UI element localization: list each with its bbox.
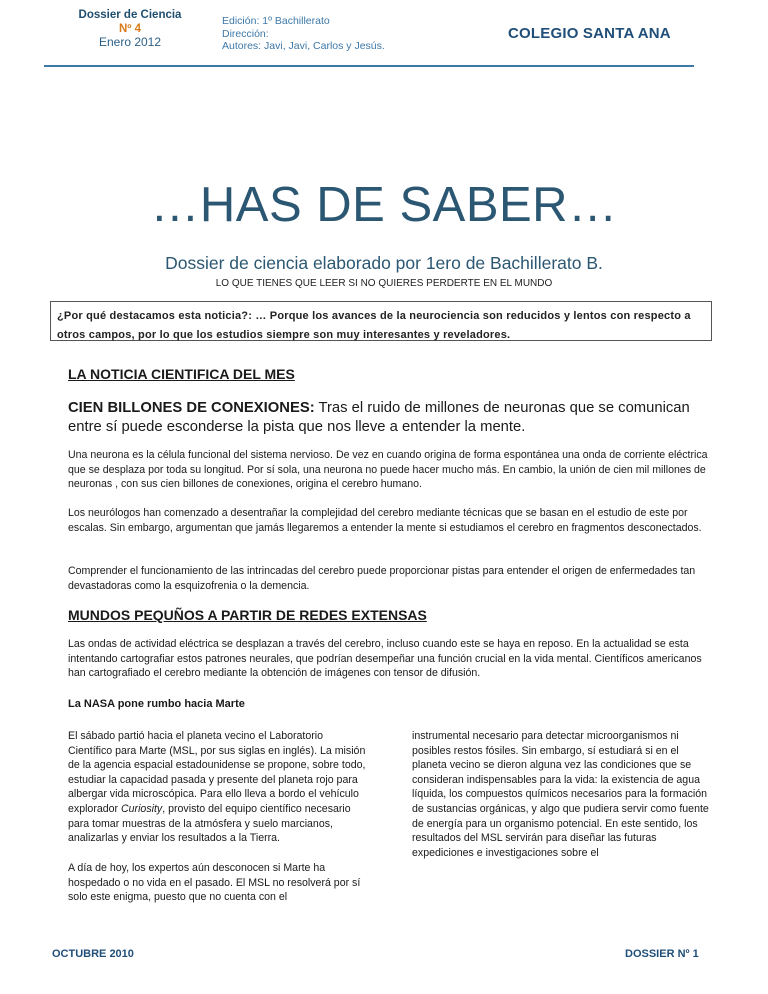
issue-number: Nº 4 xyxy=(118,22,142,35)
dossier-label: Dossier de Ciencia xyxy=(78,9,182,21)
column-left-p1 xyxy=(68,729,368,846)
lead-paragraph xyxy=(68,399,718,437)
authors-line: Autores: Javi, Javi, Carlos y Jesús. xyxy=(222,40,385,52)
issue-date: Enero 2012 xyxy=(98,35,162,49)
footer-date: OCTUBRE 2010 xyxy=(52,948,134,960)
header-divider xyxy=(44,65,694,67)
direction-line: Dirección: xyxy=(222,27,269,40)
paragraph-4: Las ondas de actividad eléctrica se desplazan a través del cerebro, incluso cuando este se haya en reposo. En la actualidad se esta intentando cartografiar estos patrones neurales, que podrían desempeñar una función crucial en la vida mental. Científicos americanos han cartografiado el cerebro mediante la obtención de imágenes con tensor de difusión. xyxy=(68,638,702,680)
header-issue-block xyxy=(62,9,198,50)
paragraph-1: Una neurona es la célula funcional del sistema nervioso. De vez en cuando origina de forma espontánea una onda de corriente eléctrica que se desplaza por toda su longitud. Por sí sola, una neurona no puede hacer mucho más. En cambio, la unión de cien mil millones de neuronas , con sus cien billones de conexiones, origina el cerebro humano. xyxy=(68,449,708,491)
lead-text: Tras el ruido de millones de neuronas que se comunican entre sí puede esconderse la pista que nos lleve a entender la mente. xyxy=(68,400,690,435)
paragraph-2: Los neurólogos han comenzado a desentrañar la complejidad del cerebro mediante técnicas que se basan en el estudio de este por escalas. Sin embargo, argumentan que jamás llegaremos a entender la mente si estudiamos el cerebro en fragmentos desconectados. xyxy=(68,507,702,534)
col1-text-a: El sábado partió hacia el planeta vecino el Laboratorio Científico para Marte (MSL, por sus siglas en inglés). La misión de la agencia espacial estadounidense se propone, sobre todo, estudiar la capacidad pasada y presente del planeta rojo para albergar vida microscópica. Para ello lleva a bordo el vehículo explorador xyxy=(68,730,366,815)
col1-text-b: , provisto del equipo científico necesario para tomar muestras de la atmósfera y suelo marcianos, analizarlas y enviar los resultados a la Tierra. xyxy=(68,802,351,845)
header-credits xyxy=(222,15,385,53)
column-left-p2: A día de hoy, los expertos aún desconocen si Marte ha hospedado o no vida en el pasado. El MSL no resolverá por sí solo este enigma, puesto que no cuenta con el xyxy=(68,862,361,904)
school-name: COLEGIO SANTA ANA xyxy=(508,25,671,42)
col1-italic: Curiosity xyxy=(121,802,163,815)
edition-line: Edición: 1º Bachillerato xyxy=(222,15,330,27)
lead-bold: CIEN BILLONES DE CONEXIONES: xyxy=(68,400,315,416)
section-heading-worlds: MUNDOS PEQUÑOS A PARTIR DE REDES EXTENSAS xyxy=(68,607,427,623)
article-subheading: La NASA pone rumbo hacia Marte xyxy=(68,698,245,710)
section-heading-news: LA NOTICIA CIENTIFICA DEL MES xyxy=(68,366,295,382)
paragraph-3: Comprender el funcionamiento de las intrincadas del cerebro puede proporcionar pistas para entender el origen de enfermedades tan devastadoras como la esquizofrenia o la demencia. xyxy=(68,565,696,592)
column-right-p1: instrumental necesario para detectar microorganismos ni posibles restos fósiles. Sin embargo, sí estudiará si en el planeta vecino se dieron alguna vez las condiciones que se consideran indispensables para la vida: la existencia de agua líquida, los compuestos químicos necesarios para la formación de sustancias orgánicas, y algo que pudiera servir como fuente de energía para un organismo potencial. En este sentido, los resultados del MSL servirán para diseñar las futuras expediciones e investigaciones sobre el xyxy=(412,730,709,859)
page-title: …HAS DE SABER… xyxy=(150,178,618,232)
highlight-note-box: ¿Por qué destacamos esta noticia?: … Porque los avances de la neurociencia son reducidos y lentos con respecto a otros campos, por lo que los estudios siempre son muy interesantes y reveladores. xyxy=(50,301,712,341)
page-subtitle: Dossier de ciencia elaborado por 1ero de Bachillerato B. xyxy=(165,253,603,273)
footer-dossier-number: DOSSIER Nº 1 xyxy=(625,948,699,960)
page-tagline: LO QUE TIENES QUE LEER SI NO QUIERES PERDERTE EN EL MUNDO xyxy=(215,278,553,289)
